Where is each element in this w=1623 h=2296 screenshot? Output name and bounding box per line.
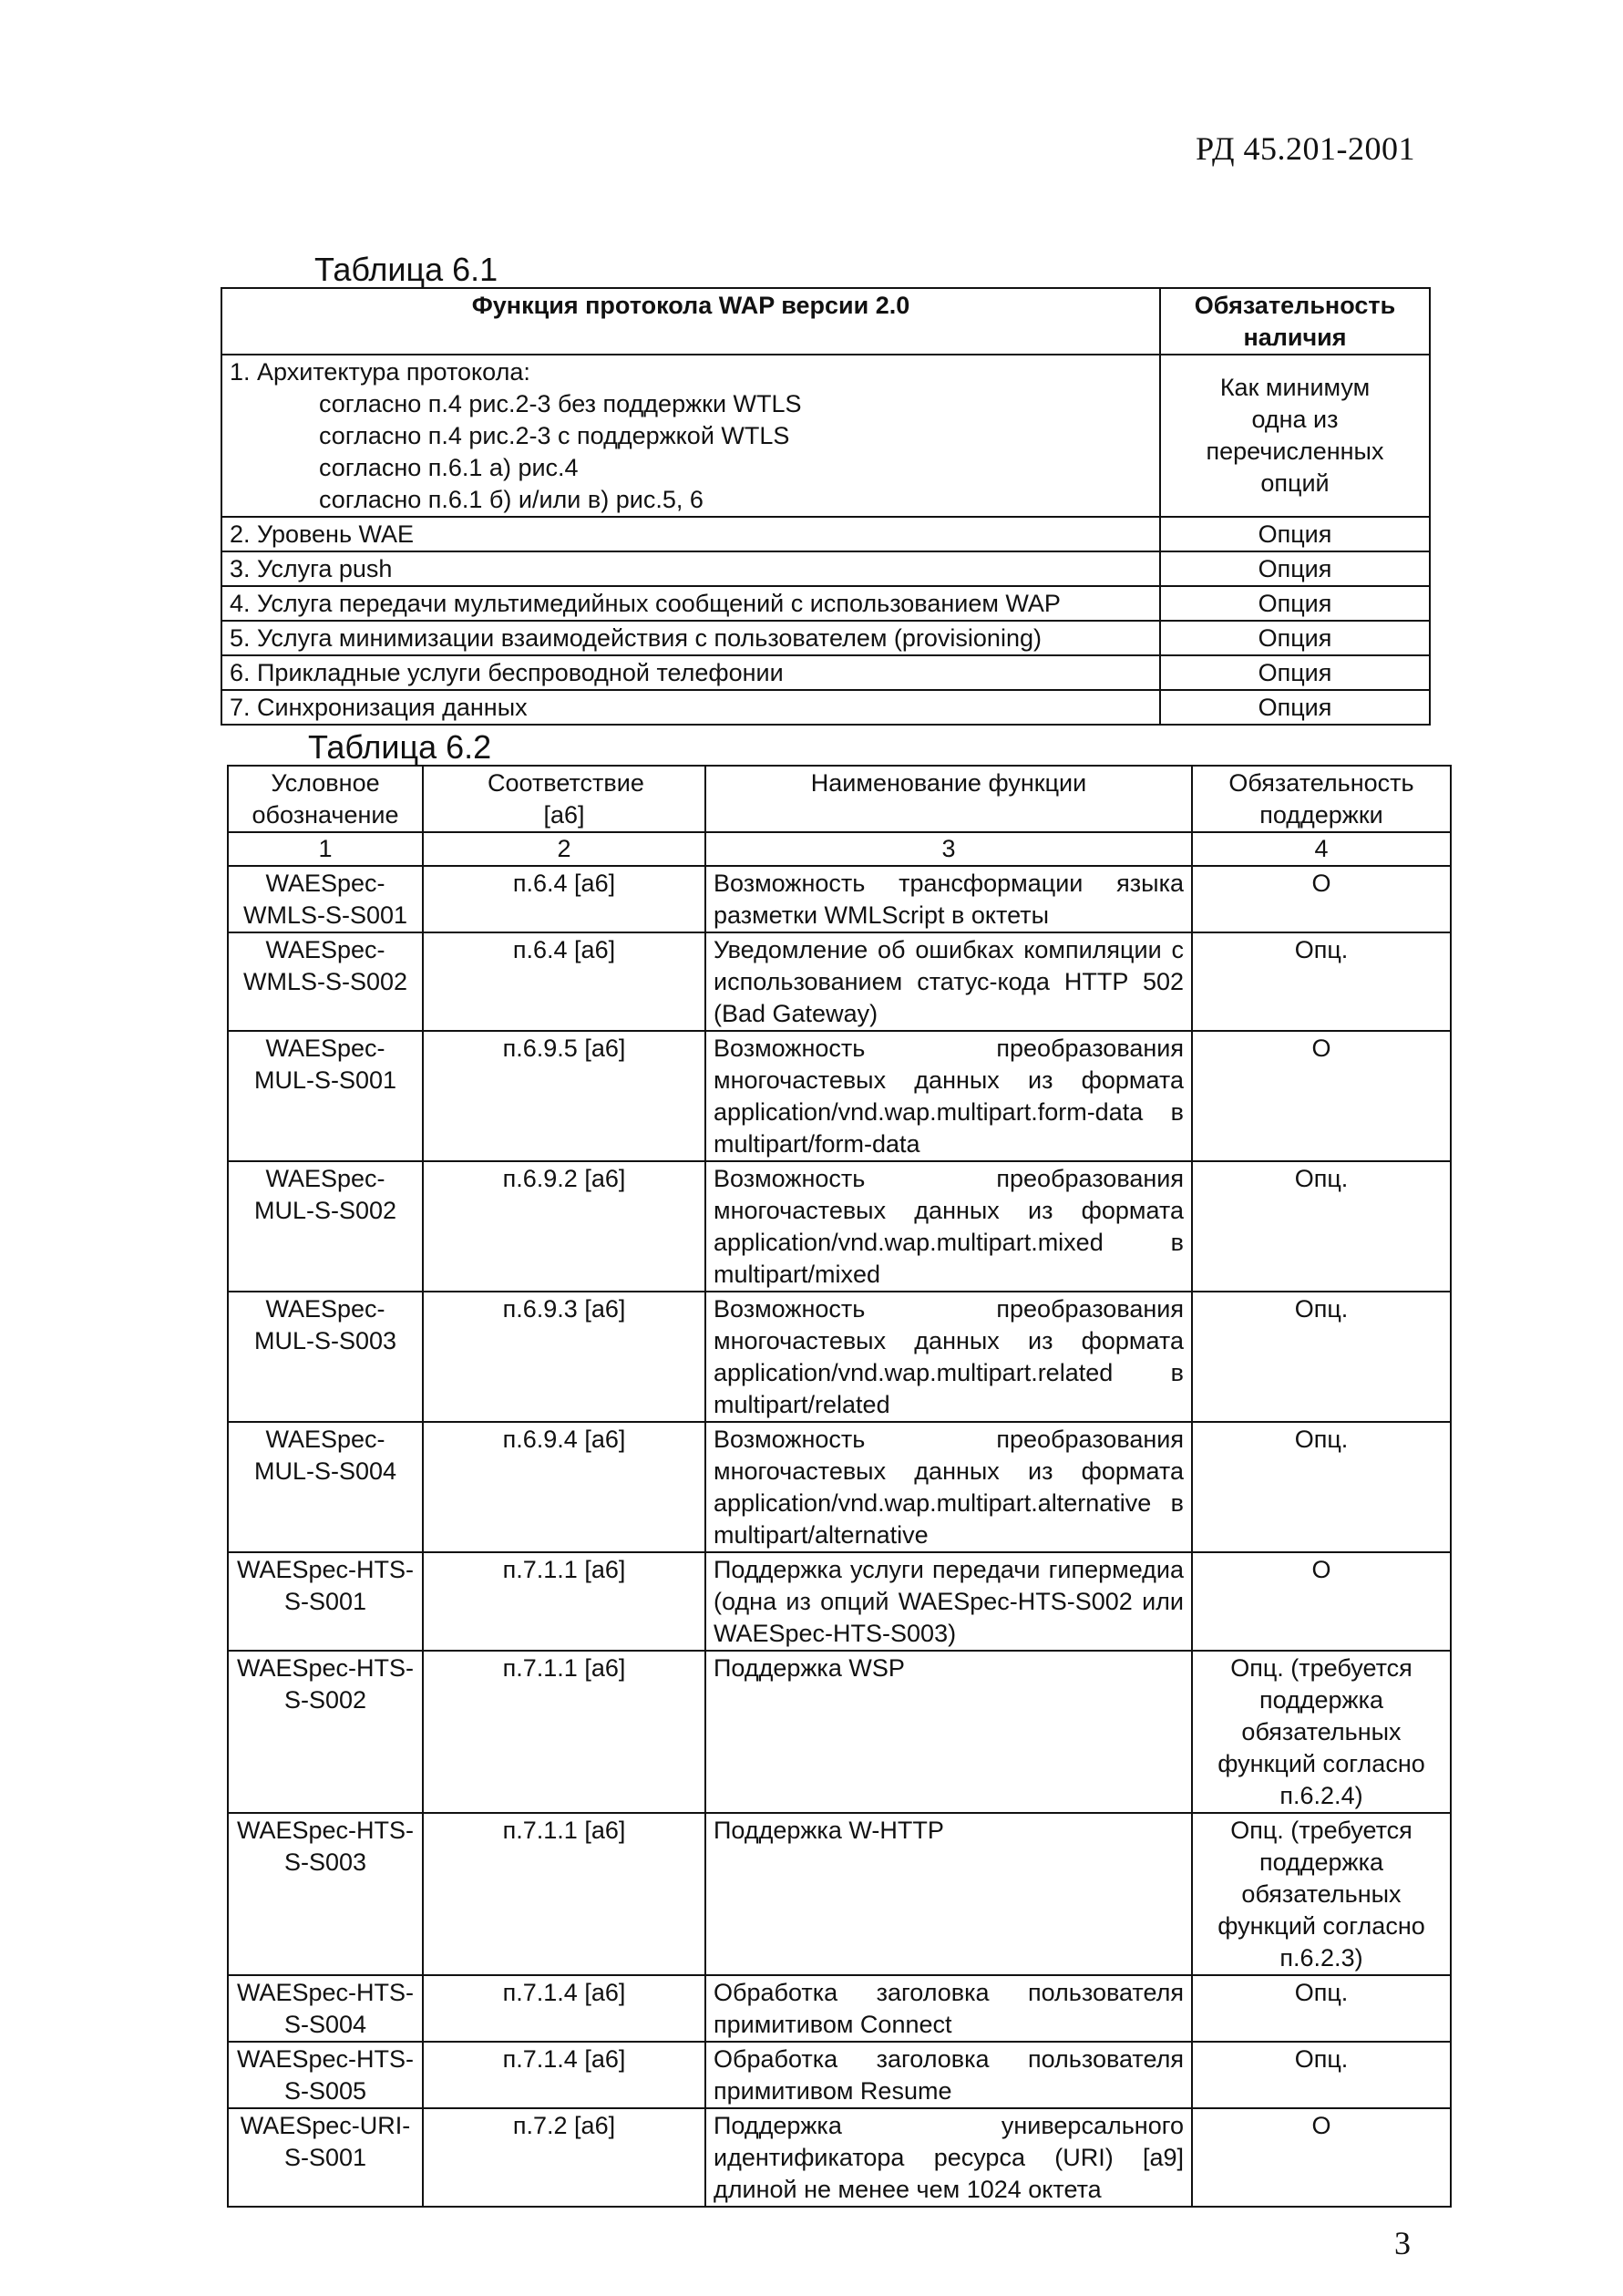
table-row	[228, 1292, 1451, 1422]
function-code: WAESpec-MUL-S-S002	[228, 1161, 423, 1292]
spec-reference: п.7.2 [а6]	[423, 2108, 705, 2207]
table-row	[228, 2042, 1451, 2108]
spec-reference: п.7.1.4 [а6]	[423, 1975, 705, 2042]
table-row	[228, 1975, 1451, 2042]
table1-header-requirement: Обязательность наличия	[1160, 288, 1430, 355]
function-code: WAESpec-MUL-S-S004	[228, 1422, 423, 1552]
function-name: Поддержка WSP	[705, 1651, 1192, 1813]
function-name: Обработка заголовка пользователя примитивом Resume	[705, 2042, 1192, 2108]
support-requirement: Опц.	[1192, 1422, 1451, 1552]
table-row	[228, 1651, 1451, 1813]
table1-row-architecture	[221, 355, 1430, 517]
architecture-title: 1. Архитектура протокола:	[230, 358, 530, 386]
table-row	[228, 866, 1451, 932]
function-name: Возможность преобразования многочастевых данных из формата application/vnd.wap.multipart.related в multipart/related	[705, 1292, 1192, 1422]
table1-requirement: Опция	[1160, 551, 1430, 586]
column-number: 4	[1192, 832, 1451, 866]
column-number: 3	[705, 832, 1192, 866]
spec-reference: п.6.9.5 [а6]	[423, 1031, 705, 1161]
support-requirement: О	[1192, 1552, 1451, 1651]
table1-header-row	[221, 288, 1430, 355]
function-name: Поддержка услуги передачи гипермедиа (одна из опций WAESpec-HTS-S002 или WAESpec-HTS-S003)	[705, 1552, 1192, 1651]
function-name: Уведомление об ошибках компиляции с использованием статус-кода HTTP 502 (Bad Gateway)	[705, 932, 1192, 1031]
table-row	[228, 1813, 1451, 1975]
support-requirement: О	[1192, 2108, 1451, 2207]
spec-reference: п.7.1.4 [а6]	[423, 2042, 705, 2108]
table2-header-name: Наименование функции	[705, 766, 1192, 832]
table1-function: 7. Синхронизация данных	[221, 690, 1160, 725]
table1-function: 5. Услуга минимизации взаимодействия с пользователем (provisioning)	[221, 621, 1160, 655]
spec-reference: п.7.1.1 [а6]	[423, 1813, 705, 1975]
table2-header-row	[228, 766, 1451, 832]
table1-header-function: Функция протокола WAP версии 2.0	[221, 288, 1160, 355]
spec-reference: п.7.1.1 [а6]	[423, 1552, 705, 1651]
support-requirement: Опц.	[1192, 932, 1451, 1031]
table1-requirement: Опция	[1160, 621, 1430, 655]
column-number: 1	[228, 832, 423, 866]
table-row	[228, 1031, 1451, 1161]
architecture-cell	[221, 355, 1160, 517]
table1-requirement: Опция	[1160, 517, 1430, 551]
spec-reference: п.6.9.2 [а6]	[423, 1161, 705, 1292]
architecture-option: согласно п.6.1 б) и/или в) рис.5, 6	[319, 486, 704, 513]
table-row	[221, 586, 1430, 621]
table-6-2	[227, 765, 1452, 2208]
table-row	[228, 932, 1451, 1031]
spec-reference: п.6.4 [а6]	[423, 866, 705, 932]
table1-function: 3. Услуга push	[221, 551, 1160, 586]
table-row	[228, 1422, 1451, 1552]
support-requirement: Опц.	[1192, 1161, 1451, 1292]
table1-function: 4. Услуга передачи мультимедийных сообщений с использованием WAP	[221, 586, 1160, 621]
table2-column-numbers	[228, 832, 1451, 866]
table-row	[221, 690, 1430, 725]
function-name: Возможность преобразования многочастевых данных из формата application/vnd.wap.multipart.mixed в multipart/mixed	[705, 1161, 1192, 1292]
table1-caption: Таблица 6.1	[314, 251, 498, 288]
table1-function: 6. Прикладные услуги беспроводной телефонии	[221, 655, 1160, 690]
function-code: WAESpec-HTS-S-S005	[228, 2042, 423, 2108]
function-code: WAESpec-MUL-S-S001	[228, 1031, 423, 1161]
table1-requirement: Опция	[1160, 690, 1430, 725]
table-row	[228, 1161, 1451, 1292]
architecture-option: согласно п.6.1 а) рис.4	[319, 454, 579, 481]
table2-header-requirement: Обязательность поддержки	[1192, 766, 1451, 832]
function-code: WAESpec-WMLS-S-S001	[228, 866, 423, 932]
function-name: Обработка заголовка пользователя примитивом Connect	[705, 1975, 1192, 2042]
table-row	[221, 551, 1430, 586]
table2-caption: Таблица 6.2	[308, 728, 492, 766]
table1-requirement: Опция	[1160, 586, 1430, 621]
table1-requirement: Опция	[1160, 655, 1430, 690]
architecture-requirement: Как минимум одна из перечисленных опций	[1160, 355, 1430, 517]
function-code: WAESpec-HTS-S-S004	[228, 1975, 423, 2042]
support-requirement: О	[1192, 1031, 1451, 1161]
spec-reference: п.6.9.3 [а6]	[423, 1292, 705, 1422]
page-number: 3	[1394, 2225, 1411, 2261]
table-row	[228, 1552, 1451, 1651]
document-code: РД 45.201-2001	[1196, 130, 1415, 167]
function-code: WAESpec-HTS-S-S002	[228, 1651, 423, 1813]
support-requirement: Опц.	[1192, 1975, 1451, 2042]
support-requirement: Опц. (требуется поддержка обязательных функций согласно п.6.2.3)	[1192, 1813, 1451, 1975]
function-code: WAESpec-WMLS-S-S002	[228, 932, 423, 1031]
function-name: Поддержка универсального идентификатора ресурса (URI) [а9] длиной не менее чем 1024 октета	[705, 2108, 1192, 2207]
support-requirement: Опц. (требуется поддержка обязательных функций согласно п.6.2.4)	[1192, 1651, 1451, 1813]
table-row	[221, 621, 1430, 655]
table-6-1	[221, 287, 1431, 726]
architecture-option: согласно п.4 рис.2-3 с поддержкой WTLS	[319, 422, 790, 449]
function-name: Возможность трансформации языка разметки WMLScript в октеты	[705, 866, 1192, 932]
table-row	[221, 655, 1430, 690]
support-requirement: О	[1192, 866, 1451, 932]
function-name: Возможность преобразования многочастевых данных из формата application/vnd.wap.multipart.alternative в multipart/alternative	[705, 1422, 1192, 1552]
spec-reference: п.6.9.4 [а6]	[423, 1422, 705, 1552]
column-number: 2	[423, 832, 705, 866]
table-row	[221, 517, 1430, 551]
function-code: WAESpec-HTS-S-S001	[228, 1552, 423, 1651]
function-code: WAESpec-URI-S-S001	[228, 2108, 423, 2207]
support-requirement: Опц.	[1192, 1292, 1451, 1422]
support-requirement: Опц.	[1192, 2042, 1451, 2108]
table2-header-code: Условное обозначение	[228, 766, 423, 832]
architecture-option: согласно п.4 рис.2-3 без поддержки WTLS	[319, 390, 802, 417]
spec-reference: п.7.1.1 [а6]	[423, 1651, 705, 1813]
function-code: WAESpec-MUL-S-S003	[228, 1292, 423, 1422]
function-code: WAESpec-HTS-S-S003	[228, 1813, 423, 1975]
function-name: Возможность преобразования многочастевых данных из формата application/vnd.wap.multipart.form-data в multipart/form-data	[705, 1031, 1192, 1161]
function-name: Поддержка W-HTTP	[705, 1813, 1192, 1975]
table1-function: 2. Уровень WAE	[221, 517, 1160, 551]
table-row	[228, 2108, 1451, 2207]
spec-reference: п.6.4 [а6]	[423, 932, 705, 1031]
table2-header-ref: Соответствие [а6]	[423, 766, 705, 832]
